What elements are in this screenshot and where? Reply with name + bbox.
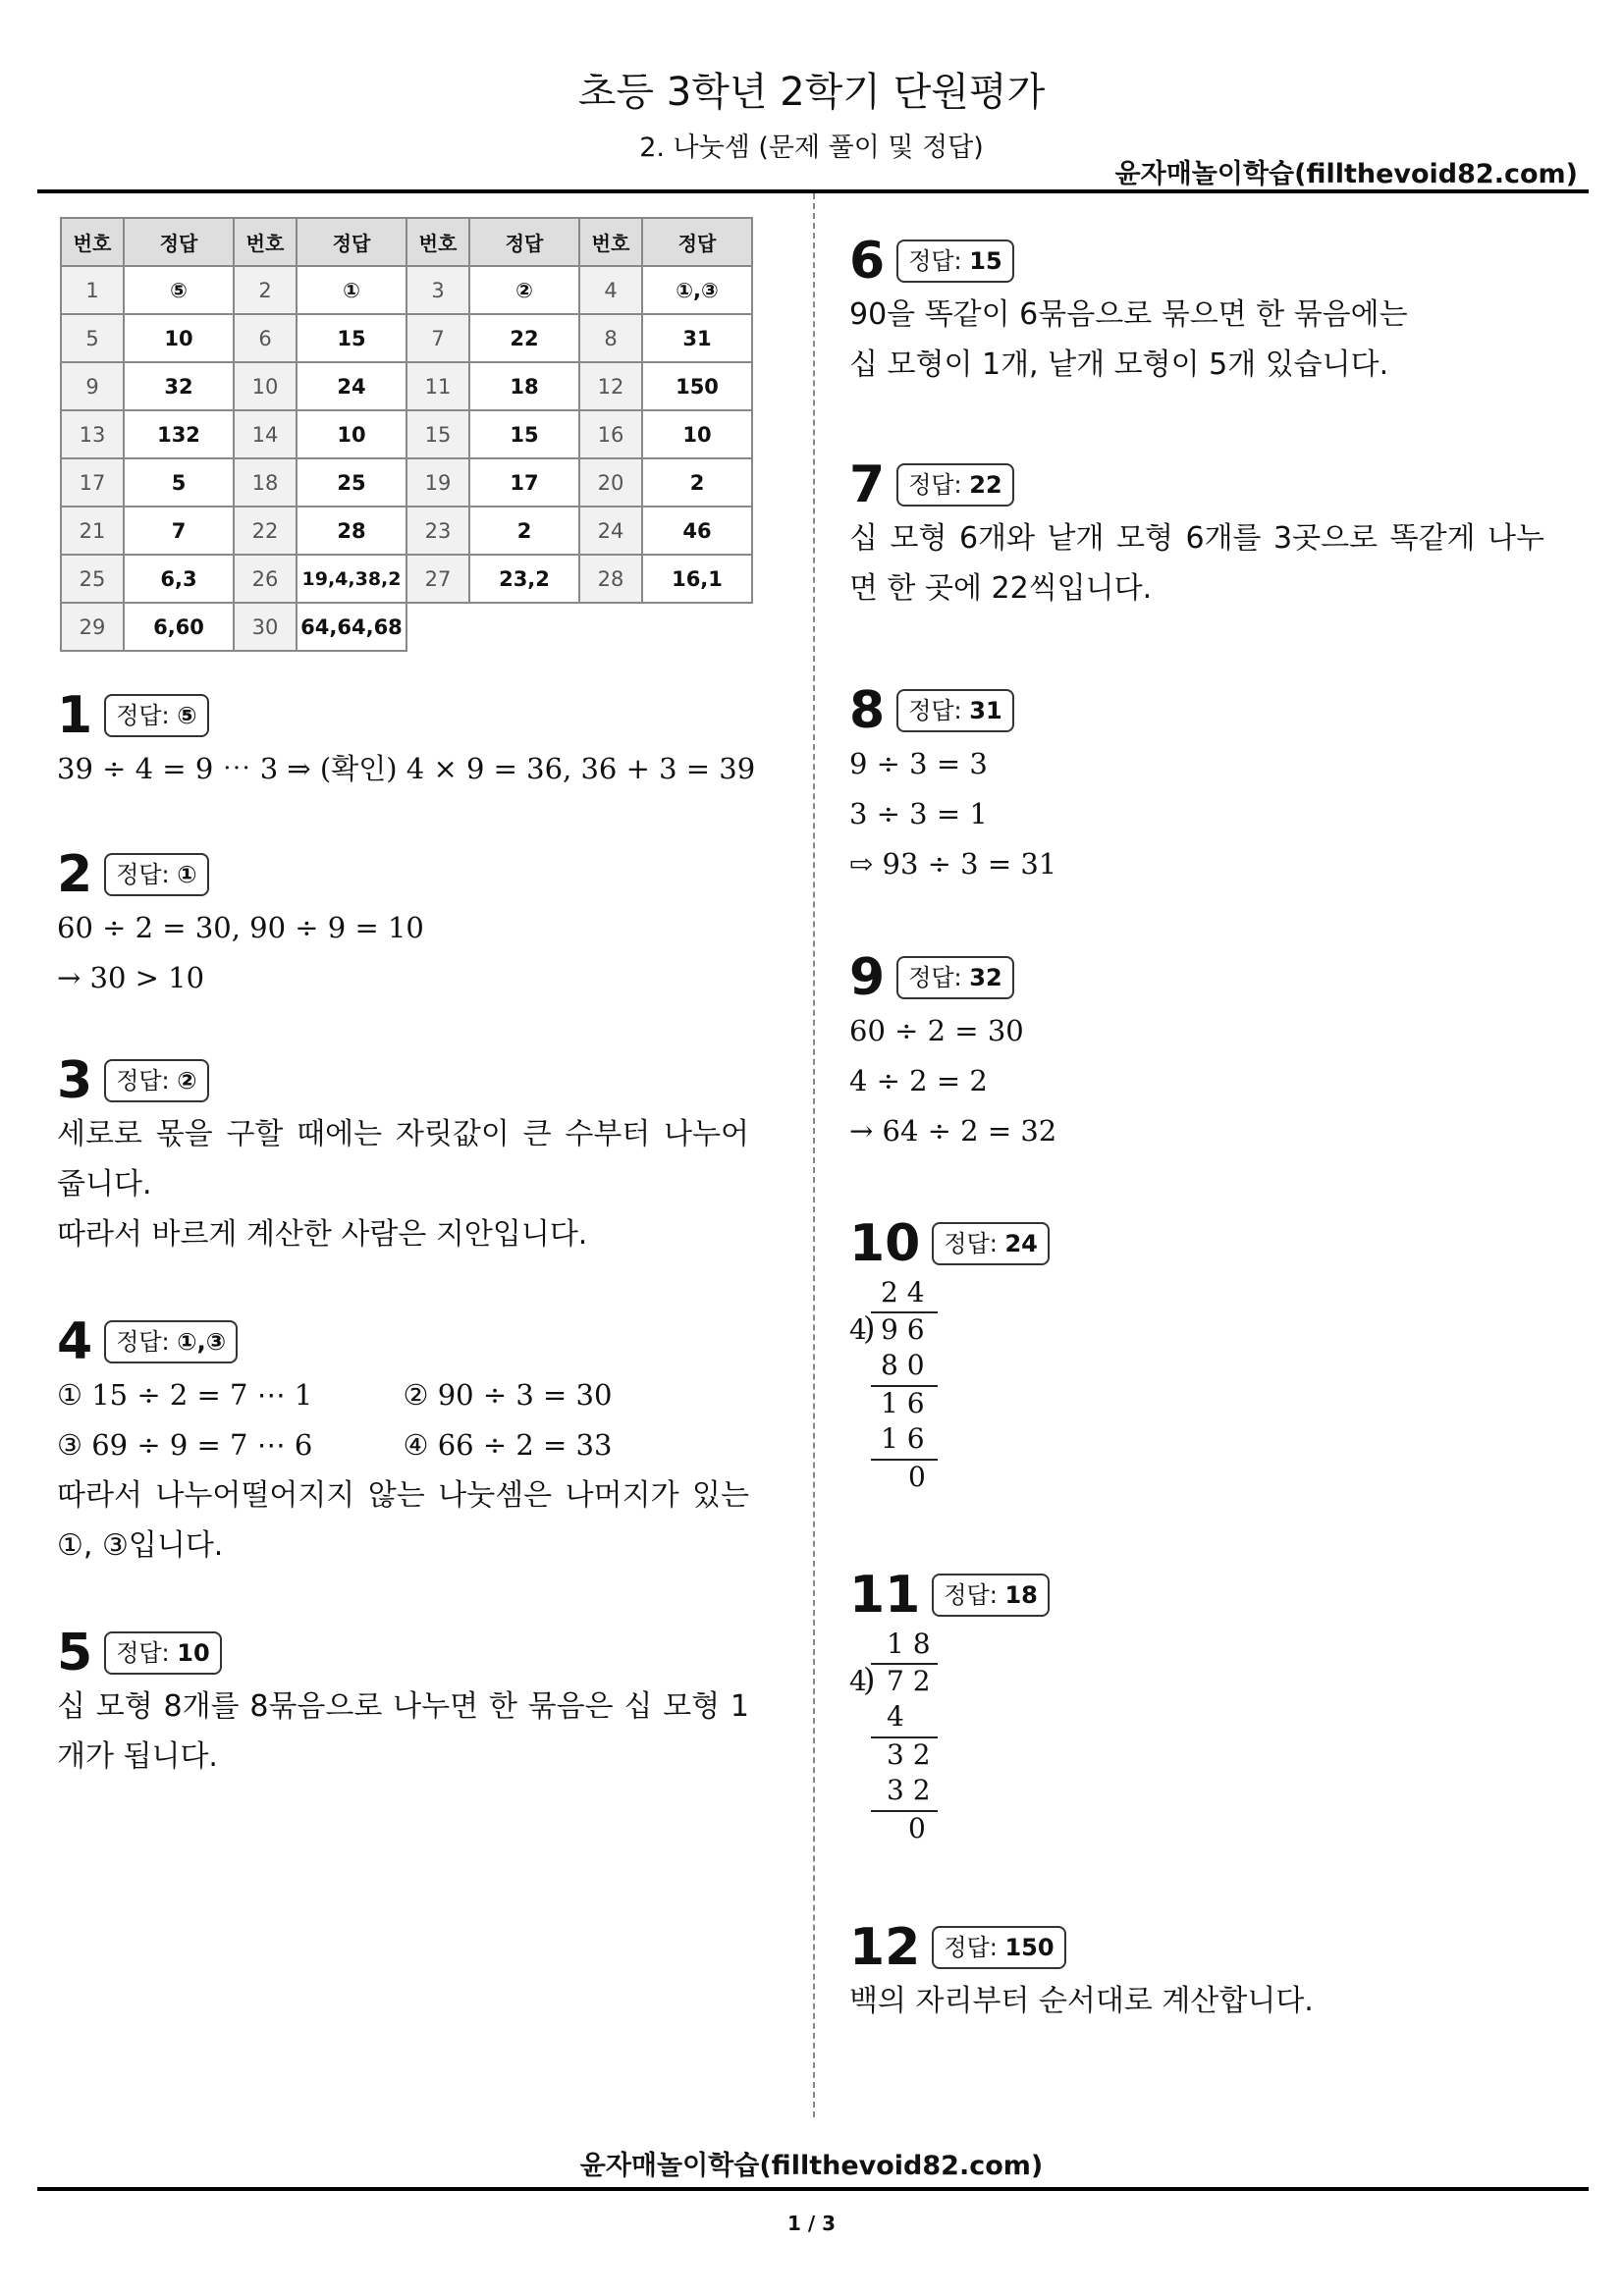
- question-1: [57, 687, 764, 794]
- question-2: [57, 846, 764, 1003]
- solution-line: → 64 ÷ 2 = 32: [849, 1114, 1057, 1148]
- header-answer: 정답: [124, 218, 234, 266]
- question-5: [57, 1625, 749, 1782]
- question-11: [849, 1567, 1537, 1853]
- cell-answer: ①,③: [642, 266, 752, 314]
- quotient: 2 4: [881, 1276, 925, 1308]
- cell-answer: 6,60: [124, 603, 234, 651]
- header-number: 번호: [61, 218, 124, 266]
- brand-header: 윤자매놀이학습(fillthevoid82.com): [1114, 159, 1578, 189]
- page-title: 초등 3학년 2학기 단원평가: [577, 70, 1046, 115]
- cell-number: 20: [579, 458, 642, 507]
- solution-line: 60 ÷ 2 = 30, 90 ÷ 9 = 10: [57, 911, 424, 944]
- question-10: [849, 1215, 1537, 1502]
- cell-answer: 46: [642, 507, 752, 555]
- table-row: [61, 507, 752, 555]
- question-8: [849, 682, 1537, 889]
- answer-badge: 정답: ①: [104, 853, 208, 896]
- cell-number: 14: [234, 410, 297, 458]
- table-header-row: [61, 218, 752, 266]
- solution-line: 60 ÷ 2 = 30: [849, 1014, 1024, 1047]
- cell-number: 26: [234, 555, 297, 603]
- cell-number: 29: [61, 603, 124, 651]
- solution-text: 세로로 몫을 구할 때에는 자릿값이 큰 수부터 나누어 줍니다.: [57, 1117, 749, 1201]
- cell-answer: 16,1: [642, 555, 752, 603]
- cell-answer: 28: [297, 507, 406, 555]
- question-number: 2: [57, 845, 93, 904]
- answer-badge: 정답: 31: [896, 689, 1014, 732]
- option-row: [57, 1370, 749, 1420]
- step-line: [871, 1459, 938, 1461]
- solution-text: 십 모형이 1개, 낱개 모형이 5개 있습니다.: [849, 347, 1389, 382]
- cell-number: 22: [234, 507, 297, 555]
- solution-text: 90을 똑같이 6묶음으로 묶으면 한 묶음에는: [849, 297, 1408, 332]
- cell-number: 25: [61, 555, 124, 603]
- table-row: [61, 314, 752, 362]
- page-subtitle: 2. 나눗셈 (문제 풀이 및 정답): [639, 133, 984, 163]
- division-step: 8 0: [881, 1349, 925, 1381]
- cell-answer: 15: [469, 410, 579, 458]
- table-row: [61, 458, 752, 507]
- cell-answer: 17: [469, 458, 579, 507]
- division-bracket: ): [863, 1309, 876, 1347]
- answer-badge: 정답: 22: [896, 463, 1014, 507]
- header-answer: 정답: [297, 218, 406, 266]
- solution-text: 십 모형 8개를 8묶음으로 나누면 한 묶음은 십 모형 1개가 됩니다.: [57, 1689, 749, 1774]
- division-step: 4: [887, 1700, 904, 1733]
- question-number: 4: [57, 1312, 93, 1371]
- quotient: 1 8: [887, 1628, 931, 1660]
- cell-number: 8: [579, 314, 642, 362]
- cell-number: 5: [61, 314, 124, 362]
- header-number: 번호: [579, 218, 642, 266]
- solution-text: 백의 자리부터 순서대로 계산합니다.: [849, 1984, 1314, 2018]
- cell-number: 18: [234, 458, 297, 507]
- cell-number: 21: [61, 507, 124, 555]
- option-row: [57, 1420, 749, 1470]
- bottom-rule: [37, 2187, 1589, 2191]
- cell-number: 6: [234, 314, 297, 362]
- cell-number: 17: [61, 458, 124, 507]
- long-division: [849, 1276, 1537, 1502]
- answer-badge: 정답: 18: [932, 1574, 1050, 1617]
- cell-answer: 150: [642, 362, 752, 410]
- answer-badge: 정답: ②: [104, 1059, 208, 1102]
- question-number: 8: [849, 681, 886, 740]
- table-row: [61, 603, 752, 651]
- solution-text: 따라서 바르게 계산한 사람은 지안입니다.: [57, 1217, 588, 1252]
- cell-answer: 10: [297, 410, 406, 458]
- cell-number: 19: [406, 458, 469, 507]
- question-4: [57, 1313, 749, 1571]
- answer-badge: 정답: 32: [896, 956, 1014, 999]
- solution-line: → 30 > 10: [57, 961, 205, 994]
- solution-line: 9 ÷ 3 = 3: [849, 747, 988, 780]
- cell-number: 23: [406, 507, 469, 555]
- cell-number: 13: [61, 410, 124, 458]
- question-number: 1: [57, 686, 93, 745]
- cell-answer: 18: [469, 362, 579, 410]
- question-number: 9: [849, 948, 886, 1007]
- cell-answer: 5: [124, 458, 234, 507]
- divisor: 4: [849, 1665, 867, 1697]
- answer-badge: 정답: ①,③: [104, 1320, 238, 1363]
- brand-footer: 윤자매놀이학습(fillthevoid82.com): [579, 2151, 1044, 2181]
- option-item: ③ 69 ÷ 9 = 7 ⋯ 6: [57, 1428, 313, 1462]
- table-empty-cell: [406, 603, 752, 651]
- division-bracket: ): [863, 1661, 876, 1698]
- cell-number: 10: [234, 362, 297, 410]
- cell-number: 28: [579, 555, 642, 603]
- division-step: 1 6: [881, 1387, 925, 1419]
- cell-answer: 22: [469, 314, 579, 362]
- column-divider: [813, 193, 815, 2117]
- table-row: [61, 410, 752, 458]
- division-step: 1 6: [881, 1422, 925, 1455]
- question-number: 6: [849, 232, 886, 291]
- answer-badge: 정답: ⑤: [104, 694, 208, 737]
- answer-table: [60, 217, 753, 652]
- cell-number: 15: [406, 410, 469, 458]
- cell-number: 7: [406, 314, 469, 362]
- cell-answer: 15: [297, 314, 406, 362]
- question-number: 7: [849, 455, 886, 514]
- cell-answer: ②: [469, 266, 579, 314]
- cell-answer: 2: [642, 458, 752, 507]
- cell-answer: 19,4,38,2: [297, 555, 406, 603]
- cell-answer: 2: [469, 507, 579, 555]
- cell-answer: 64,64,68: [297, 603, 406, 651]
- solution-line: 4 ÷ 2 = 2: [849, 1064, 988, 1097]
- answer-badge: 정답: 15: [896, 240, 1014, 283]
- question-number: 5: [57, 1624, 93, 1682]
- cell-number: 2: [234, 266, 297, 314]
- page-number: 1 / 3: [786, 2212, 837, 2235]
- cell-number: 1: [61, 266, 124, 314]
- cell-answer: 23,2: [469, 555, 579, 603]
- cell-answer: 132: [124, 410, 234, 458]
- question-number: 12: [849, 1918, 921, 1977]
- solution-text: 십 모형 6개와 낱개 모형 6개를 3곳으로 똑같게 나누면 한 곳에 22씩입니다.: [849, 521, 1544, 606]
- table-row: [61, 266, 752, 314]
- cell-number: 4: [579, 266, 642, 314]
- answer-badge: 정답: 150: [932, 1926, 1065, 1969]
- answer-badge: 정답: 10: [104, 1631, 222, 1675]
- cell-answer: ⑤: [124, 266, 234, 314]
- cell-answer: 6,3: [124, 555, 234, 603]
- cell-number: 3: [406, 266, 469, 314]
- cell-number: 30: [234, 603, 297, 651]
- header-number: 번호: [406, 218, 469, 266]
- solution-text: 따라서 나누어떨어지지 않는 나눗셈은 나머지가 있는 ①, ③입니다.: [57, 1478, 749, 1563]
- header-answer: 정답: [642, 218, 752, 266]
- cell-number: 16: [579, 410, 642, 458]
- solution-line: 3 ÷ 3 = 1: [849, 797, 988, 830]
- option-item: ① 15 ÷ 2 = 7 ⋯ 1: [57, 1378, 313, 1412]
- solution-line: 39 ÷ 4 = 9 ⋯ 3 ⇒ (확인) 4 × 9 = 36, 36 + 3 = 39: [57, 752, 756, 785]
- cell-answer: 31: [642, 314, 752, 362]
- division-remainder: 0: [908, 1461, 926, 1493]
- cell-answer: 25: [297, 458, 406, 507]
- cell-number: 11: [406, 362, 469, 410]
- question-9: [849, 949, 1537, 1156]
- cell-answer: 24: [297, 362, 406, 410]
- long-division: [849, 1628, 1537, 1853]
- cell-answer: 32: [124, 362, 234, 410]
- division-step: 3 2: [887, 1738, 931, 1771]
- cell-answer: 10: [124, 314, 234, 362]
- cell-answer: 10: [642, 410, 752, 458]
- division-step: 3 2: [887, 1774, 931, 1806]
- question-number: 11: [849, 1566, 921, 1625]
- question-7: [849, 456, 1544, 614]
- cell-number: 9: [61, 362, 124, 410]
- header-number: 번호: [234, 218, 297, 266]
- option-item: ② 90 ÷ 3 = 30: [403, 1378, 613, 1412]
- step-line: [871, 1810, 938, 1812]
- question-12: [849, 1919, 1537, 2026]
- dividend: 7 2: [887, 1665, 931, 1697]
- answer-badge: 정답: 24: [932, 1222, 1050, 1265]
- cell-answer: ①: [297, 266, 406, 314]
- divisor: 4: [849, 1313, 867, 1346]
- dividend: 9 6: [881, 1313, 925, 1346]
- option-item: ④ 66 ÷ 2 = 33: [403, 1428, 613, 1462]
- solution-line: ⇨ 93 ÷ 3 = 31: [849, 847, 1057, 881]
- question-number: 3: [57, 1051, 93, 1110]
- cell-number: 27: [406, 555, 469, 603]
- table-row: [61, 555, 752, 603]
- cell-answer: 7: [124, 507, 234, 555]
- question-number: 10: [849, 1214, 921, 1273]
- header-answer: 정답: [469, 218, 579, 266]
- question-6: [849, 233, 1537, 390]
- division-remainder: 0: [908, 1812, 926, 1844]
- cell-number: 12: [579, 362, 642, 410]
- cell-number: 24: [579, 507, 642, 555]
- question-3: [57, 1052, 749, 1259]
- table-row: [61, 362, 752, 410]
